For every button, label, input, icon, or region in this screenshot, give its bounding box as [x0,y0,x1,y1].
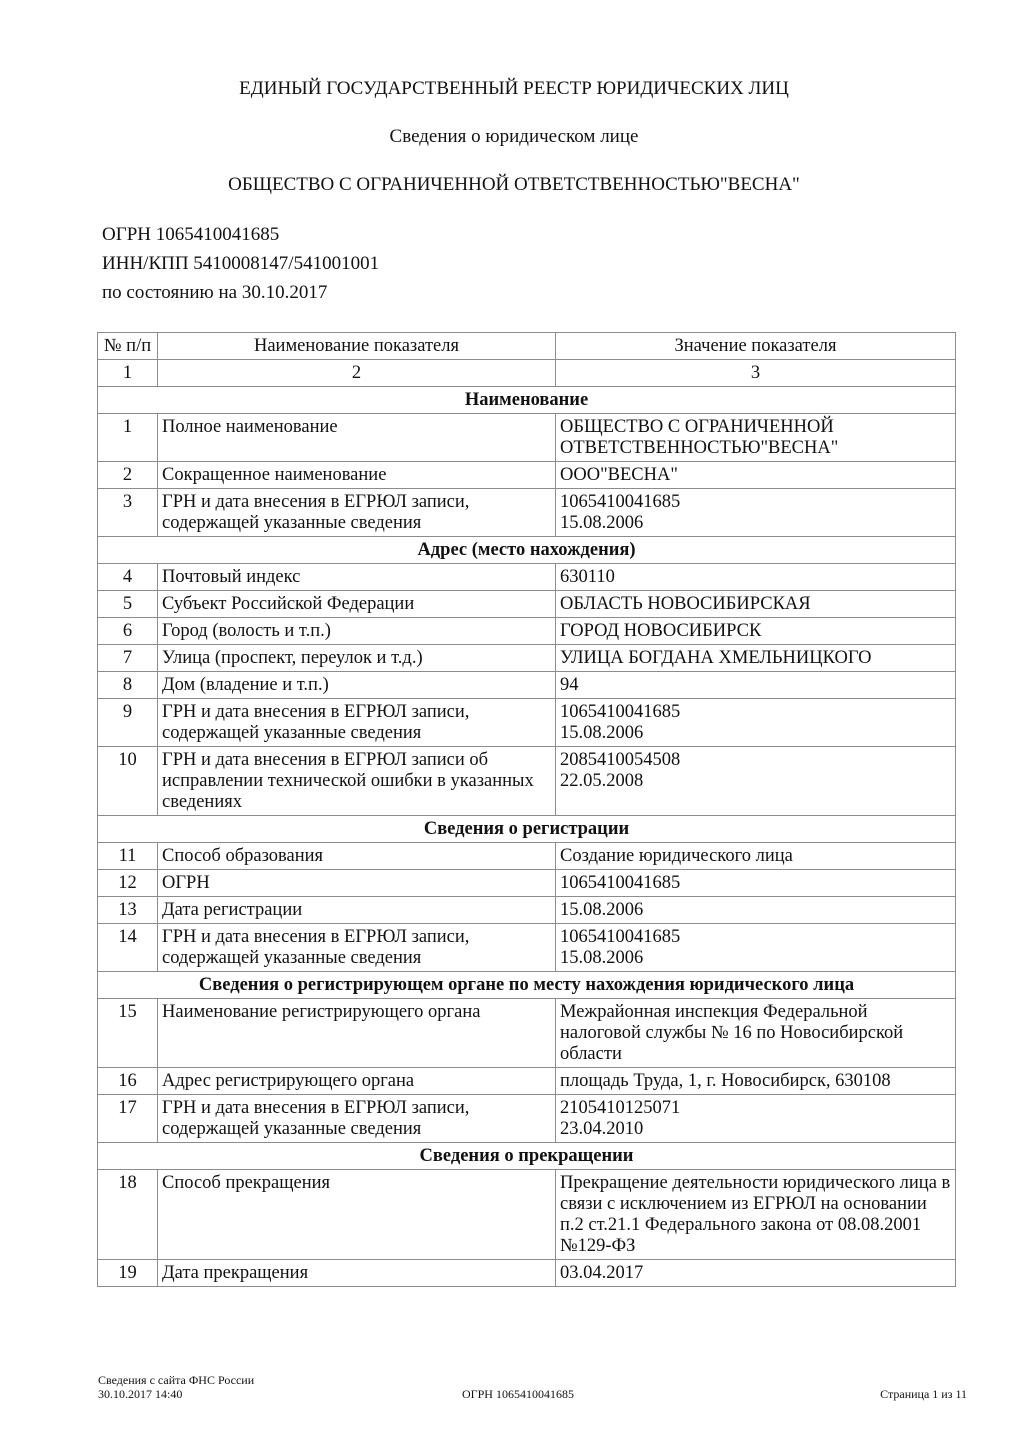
row-number: 10 [98,747,158,816]
indicator-value: 1065410041685 [556,870,956,897]
row-number: 3 [98,489,158,537]
footer-source: Сведения с сайта ФНС России [98,1373,255,1387]
section-title: Сведения о регистрации [98,816,956,843]
section-row [98,972,956,999]
table-row [98,699,956,747]
indicator-value: Создание юридического лица [556,843,956,870]
row-number: 13 [98,897,158,924]
table-row [98,1095,956,1143]
table-row [98,897,956,924]
row-number: 1 [98,414,158,462]
indicator-name: Дом (владение и т.п.) [158,672,556,699]
column-number-row [98,360,956,387]
indicator-value: 630110 [556,564,956,591]
indicator-name: Сокращенное наименование [158,462,556,489]
indicator-name: ОГРН [158,870,556,897]
row-number: 2 [98,462,158,489]
row-number: 15 [98,999,158,1068]
row-number: 16 [98,1068,158,1095]
indicator-name: Адрес регистрирующего органа [158,1068,556,1095]
indicator-value: ОБЩЕСТВО С ОГРАНИЧЕННОЙ ОТВЕТСТВЕННОСТЬЮ"ВЕСНА" [556,414,956,462]
indicator-value: Прекращение деятельности юридического лица в связи с исключением из ЕГРЮЛ на основании п.2 ст.21.1 Федерального закона от 08.08.2001 №129-ФЗ [556,1170,956,1260]
row-number: 19 [98,1260,158,1287]
indicator-value: 15.08.2006 [556,897,956,924]
indicator-value: ГОРОД НОВОСИБИРСК [556,618,956,645]
footer-ogrn: ОГРН 1065410041685 [462,1387,574,1401]
indicator-value: 1065410041685 15.08.2006 [556,924,956,972]
registry-table-body [98,333,956,1287]
indicator-name: ГРН и дата внесения в ЕГРЮЛ записи, содержащей указанные сведения [158,924,556,972]
registry-table [97,332,956,1287]
header-cell-number: № п/п [98,333,158,360]
table-row [98,645,956,672]
indicator-name: Способ прекращения [158,1170,556,1260]
indicator-value: 2085410054508 22.05.2008 [556,747,956,816]
indicator-name: ГРН и дата внесения в ЕГРЮЛ записи об исправлении технической ошибки в указанных сведениях [158,747,556,816]
row-number: 9 [98,699,158,747]
section-row [98,1143,956,1170]
section-title: Сведения о регистрирующем органе по месту нахождения юридического лица [98,972,956,999]
indicator-value: 1065410041685 15.08.2006 [556,489,956,537]
indicator-value: площадь Труда, 1, г. Новосибирск, 630108 [556,1068,956,1095]
indicator-value: 94 [556,672,956,699]
indicator-value: ОБЛАСТЬ НОВОСИБИРСКАЯ [556,591,956,618]
section-title: Наименование [98,387,956,414]
indicator-name: Субъект Российской Федерации [158,591,556,618]
indicator-name: Почтовый индекс [158,564,556,591]
indicator-name: Наименование регистрирующего органа [158,999,556,1068]
row-number: 5 [98,591,158,618]
indicator-value: УЛИЦА БОГДАНА ХМЕЛЬНИЦКОГО [556,645,956,672]
table-row [98,843,956,870]
section-title: Сведения о прекращении [98,1143,956,1170]
table-row [98,1170,956,1260]
section-row [98,537,956,564]
indicator-name: ГРН и дата внесения в ЕГРЮЛ записи, содержащей указанные сведения [158,489,556,537]
indicator-value: ООО"ВЕСНА" [556,462,956,489]
registry-title: ЕДИНЫЙ ГОСУДАРСТВЕННЫЙ РЕЕСТР ЮРИДИЧЕСКИХ ЛИЦ [239,78,789,99]
indicator-name: Дата регистрации [158,897,556,924]
section-row [98,816,956,843]
table-row [98,870,956,897]
row-number: 17 [98,1095,158,1143]
column-number-cell: 2 [158,360,556,387]
table-row [98,1068,956,1095]
header-cell-indicator: Наименование показателя [158,333,556,360]
table-row [98,618,956,645]
inn-kpp-line: ИНН/КПП 5410008147/541001001 [102,253,380,274]
section-title: Адрес (место нахождения) [98,537,956,564]
row-number: 4 [98,564,158,591]
footer-page-number: Страница 1 из 11 [880,1387,967,1401]
indicator-value: 2105410125071 23.04.2010 [556,1095,956,1143]
column-number-cell: 3 [556,360,956,387]
table-row [98,489,956,537]
company-name-heading: ОБЩЕСТВО С ОГРАНИЧЕННОЙ ОТВЕТСТВЕННОСТЬЮ"ВЕСНА" [228,174,800,195]
row-number: 14 [98,924,158,972]
header-row [98,333,956,360]
document-subtitle: Сведения о юридическом лице [389,126,639,147]
table-row [98,414,956,462]
table-row [98,462,956,489]
indicator-name: Способ образования [158,843,556,870]
as-of-date-line: по состоянию на 30.10.2017 [102,282,328,303]
row-number: 11 [98,843,158,870]
header-cell-value: Значение показателя [556,333,956,360]
table-row [98,999,956,1068]
row-number: 18 [98,1170,158,1260]
indicator-name: Улица (проспект, переулок и т.д.) [158,645,556,672]
table-row [98,672,956,699]
indicator-name: Дата прекращения [158,1260,556,1287]
indicator-name: Город (волость и т.п.) [158,618,556,645]
indicator-value: Межрайонная инспекция Федеральной налоговой службы № 16 по Новосибирской области [556,999,956,1068]
column-number-cell: 1 [98,360,158,387]
footer-datetime: 30.10.2017 14:40 [98,1387,183,1401]
table-row [98,591,956,618]
row-number: 7 [98,645,158,672]
row-number: 8 [98,672,158,699]
table-row [98,924,956,972]
indicator-name: ГРН и дата внесения в ЕГРЮЛ записи, содержащей указанные сведения [158,1095,556,1143]
indicator-name: ГРН и дата внесения в ЕГРЮЛ записи, содержащей указанные сведения [158,699,556,747]
indicator-name: Полное наименование [158,414,556,462]
indicator-value: 1065410041685 15.08.2006 [556,699,956,747]
indicator-value: 03.04.2017 [556,1260,956,1287]
ogrn-line: ОГРН 1065410041685 [102,224,280,245]
row-number: 6 [98,618,158,645]
table-row [98,564,956,591]
table-row [98,747,956,816]
section-row [98,387,956,414]
row-number: 12 [98,870,158,897]
table-row [98,1260,956,1287]
